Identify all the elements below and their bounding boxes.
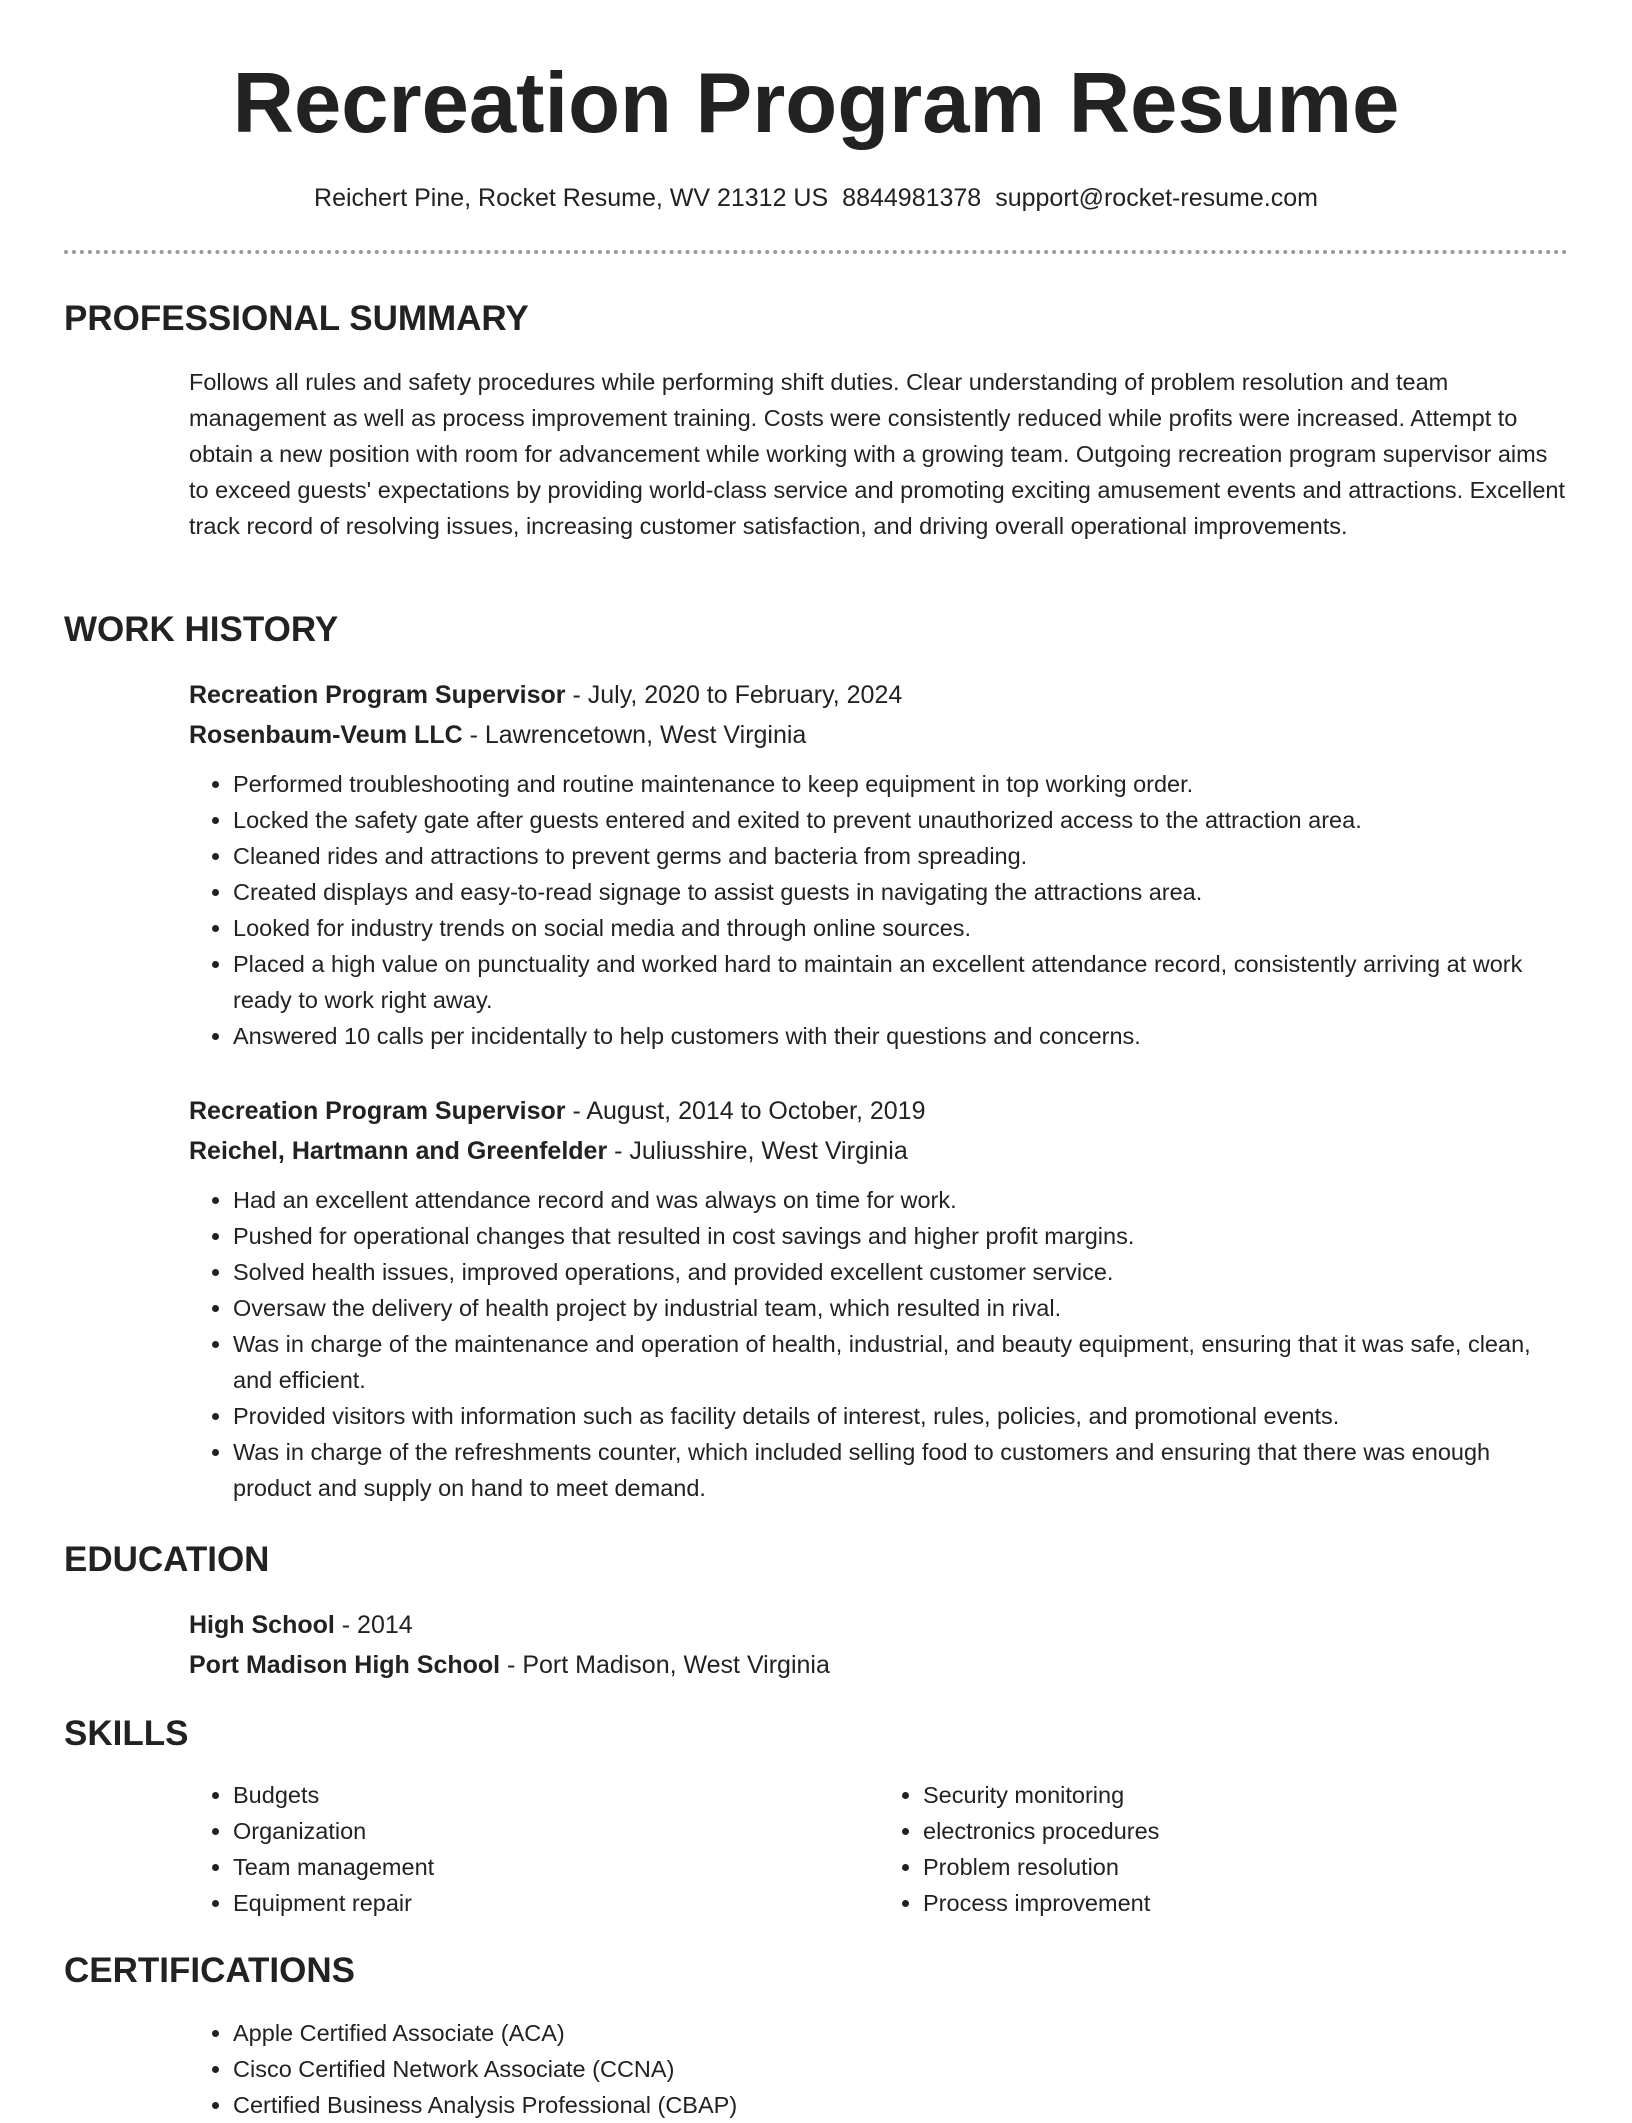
list-item: • Looked for industry trends on social media and through online sources. [233,910,1569,946]
job-bullets [189,766,1569,1054]
list-item: • Team management [233,1849,879,1885]
list-item: • Process improvement [923,1885,1569,1921]
list-item: • Organization [233,1813,879,1849]
education-school-line [189,1645,1569,1685]
list-item: • Had an excellent attendance record and was always on time for work. [233,1182,1569,1218]
job-title: Recreation Program Supervisor [189,681,566,709]
skills-section [189,1777,1569,1921]
list-item: • Solved health issues, improved operations, and provided excellent customer service. [233,1254,1569,1290]
list-item: • Pushed for operational changes that resulted in cost savings and higher profit margins. [233,1218,1569,1254]
header-divider [64,250,1568,254]
list-item: • Apple Certified Associate (ACA) [233,2015,1569,2051]
list-item: • Was in charge of the maintenance and operation of health, industrial, and beauty equipment, ensuring that it was safe, clean, and efficient. [233,1326,1569,1398]
list-item: • Was in charge of the refreshments counter, which included selling food to customers and ensuring that there was enough product and supply on hand to meet demand. [233,1434,1569,1506]
education-degree-line [189,1605,1569,1645]
job-dates: - July, 2020 to February, 2024 [565,681,903,709]
contact-address: Reichert Pine, Rocket Resume, WV 21312 US [314,184,829,212]
job-location: - Lawrencetown, West Virginia [462,721,807,749]
list-item: • Locked the safety gate after guests entered and exited to prevent unauthorized access to the attraction area. [233,802,1569,838]
list-item: • Placed a high value on punctuality and worked hard to maintain an excellent attendance record, consistently arriving at work ready to work right away. [233,946,1569,1018]
job-entry [189,1091,1569,1506]
list-item: • Equipment repair [233,1885,879,1921]
certifications-heading: CERTIFICATIONS [64,1951,356,1990]
job-title-line [189,675,1569,715]
education-school: Port Madison High School [189,1651,501,1679]
list-item: • Cleaned rides and attractions to prevent germs and bacteria from spreading. [233,838,1569,874]
job-title: Recreation Program Supervisor [189,1097,566,1125]
education-degree: High School [189,1611,335,1639]
job-dates: - August, 2014 to October, 2019 [565,1097,926,1125]
list-item: • Oversaw the delivery of health project by industrial team, which resulted in rival. [233,1290,1569,1326]
list-item: • Provided visitors with information such as facility details of interest, rules, policies, and promotional events. [233,1398,1569,1434]
list-item: • Budgets [233,1777,879,1813]
education-heading: EDUCATION [64,1540,270,1579]
skills-list-right [879,1777,1569,1921]
skills-heading: SKILLS [64,1714,189,1753]
skills-list-left [189,1777,879,1921]
list-item: • Security monitoring [923,1777,1569,1813]
summary-text: Follows all rules and safety procedures while performing shift duties. Clear understanding of problem resolution and team management as well as process improvement training. Costs were consistently reduced while profits were increased. Attempt to obtain a new position with room for advancement while working with a growing team. Outgoing recreation program supervisor aims to exceed guests' expectations by providing world-class service and promoting exciting amusement events and attractions. Excellent track record of resolving issues, increasing customer satisfaction, and driving overall operational improvements. [189,369,1566,539]
education-location: - Port Madison, West Virginia [500,1651,830,1679]
work-history-heading: WORK HISTORY [64,610,339,649]
job-company: Reichel, Hartmann and Greenfelder [189,1137,608,1165]
list-item: • Answered 10 calls per incidentally to help customers with their questions and concerns. [233,1018,1569,1054]
education-year: - 2014 [334,1611,413,1639]
job-company: Rosenbaum-Veum LLC [189,721,463,749]
summary-section [189,364,1569,544]
job-entry [189,675,1569,1054]
job-company-line [189,715,1569,755]
list-item: • electronics procedures [923,1813,1569,1849]
summary-heading: PROFESSIONAL SUMMARY [64,299,529,338]
contact-line [0,182,1632,214]
certifications-list [189,2015,1569,2123]
resume-title: Recreation Program Resume [232,56,1400,151]
job-bullets [189,1182,1569,1506]
contact-email: support@rocket-resume.com [995,184,1318,212]
job-title-line [189,1091,1569,1131]
education-entry [189,1605,1569,1685]
job-location: - Juliusshire, West Virginia [607,1137,908,1165]
list-item: • Problem resolution [923,1849,1569,1885]
list-item: • Certified Business Analysis Professional (CBAP) [233,2087,1569,2123]
list-item: • Cisco Certified Network Associate (CCNA) [233,2051,1569,2087]
list-item: • Created displays and easy-to-read signage to assist guests in navigating the attractions area. [233,874,1569,910]
contact-phone: 8844981378 [842,184,982,212]
list-item: • Performed troubleshooting and routine maintenance to keep equipment in top working order. [233,766,1569,802]
certifications-section [189,2015,1569,2123]
job-company-line [189,1131,1569,1171]
